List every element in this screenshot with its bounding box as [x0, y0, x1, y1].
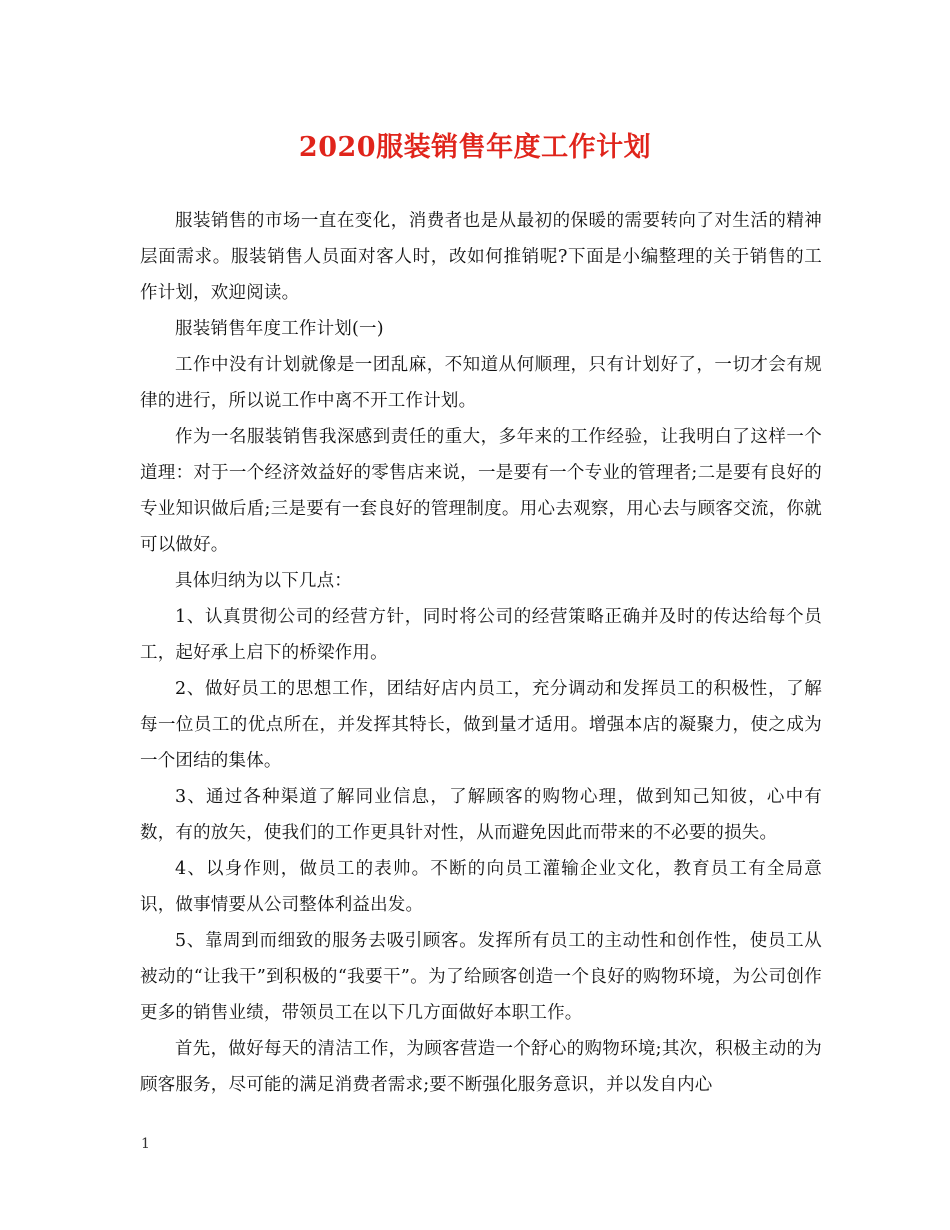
page-number: 1: [141, 1136, 150, 1152]
list-item-1: 1、认真贯彻公司的经营方针，同时将公司的经营策略正确并及时的传达给每个员工，起好承上启下的桥梁作用。: [140, 607, 822, 663]
list-item-4: 4、以身作则，做员工的表帅。不断的向员工灌输企业文化，教育员工有全局意识，做事情要从公司整体利益出发。: [140, 859, 822, 915]
list-item-2: 2、做好员工的思想工作，团结好店内员工，充分调动和发挥员工的积极性，了解每一位员工的优点所在，并发挥其特长，做到量才适用。增强本店的凝聚力，使之成为一个团结的集体。: [140, 679, 822, 771]
document-title: 2020服装销售年度工作计划: [298, 132, 652, 163]
list-item-5: 5、靠周到而细致的服务去吸引顾客。发挥所有员工的主动性和创作性，使员工从被动的“让我干”到积极的“我要干”。为了给顾客创造一个良好的购物环境，为公司创作更多的销售业绩，带领员工在以下几方面做好本职工作。: [140, 931, 822, 1023]
section-heading: 服装销售年度工作计划(一): [175, 319, 384, 339]
paragraph-plan-importance: 工作中没有计划就像是一团乱麻，不知道从何顺理，只有计划好了，一切才会有规律的进行，所以说工作中离不开工作计划。: [140, 355, 822, 411]
paragraph-first-steps: 首先，做好每天的清洁工作，为顾客营造一个舒心的购物环境;其次，积极主动的为顾客服务，尽可能的满足消费者需求;要不断强化服务意识，并以发自内心: [140, 1039, 822, 1095]
document-body: [140, 203, 822, 1103]
list-item-3: 3、通过各种渠道了解同业信息，了解顾客的购物心理，做到知己知彼，心中有数，有的放矢，使我们的工作更具针对性，从而避免因此而带来的不必要的损失。: [140, 787, 822, 843]
paragraph-intro: 服装销售的市场一直在变化，消费者也是从最初的保暖的需要转向了对生活的精神层面需求。服装销售人员面对客人时，改如何推销呢?下面是小编整理的关于销售的工作计划，欢迎阅读。: [140, 211, 822, 303]
paragraph-experience: 作为一名服装销售我深感到责任的重大，多年来的工作经验，让我明白了这样一个道理：对于一个经济效益好的零售店来说，一是要有一个专业的管理者;二是要有良好的专业知识做后盾;三是要有一套良好的管理制度。用心去观察，用心去与顾客交流，你就可以做好。: [140, 427, 822, 555]
paragraph-summary-lead: 具体归纳为以下几点：: [175, 571, 352, 591]
